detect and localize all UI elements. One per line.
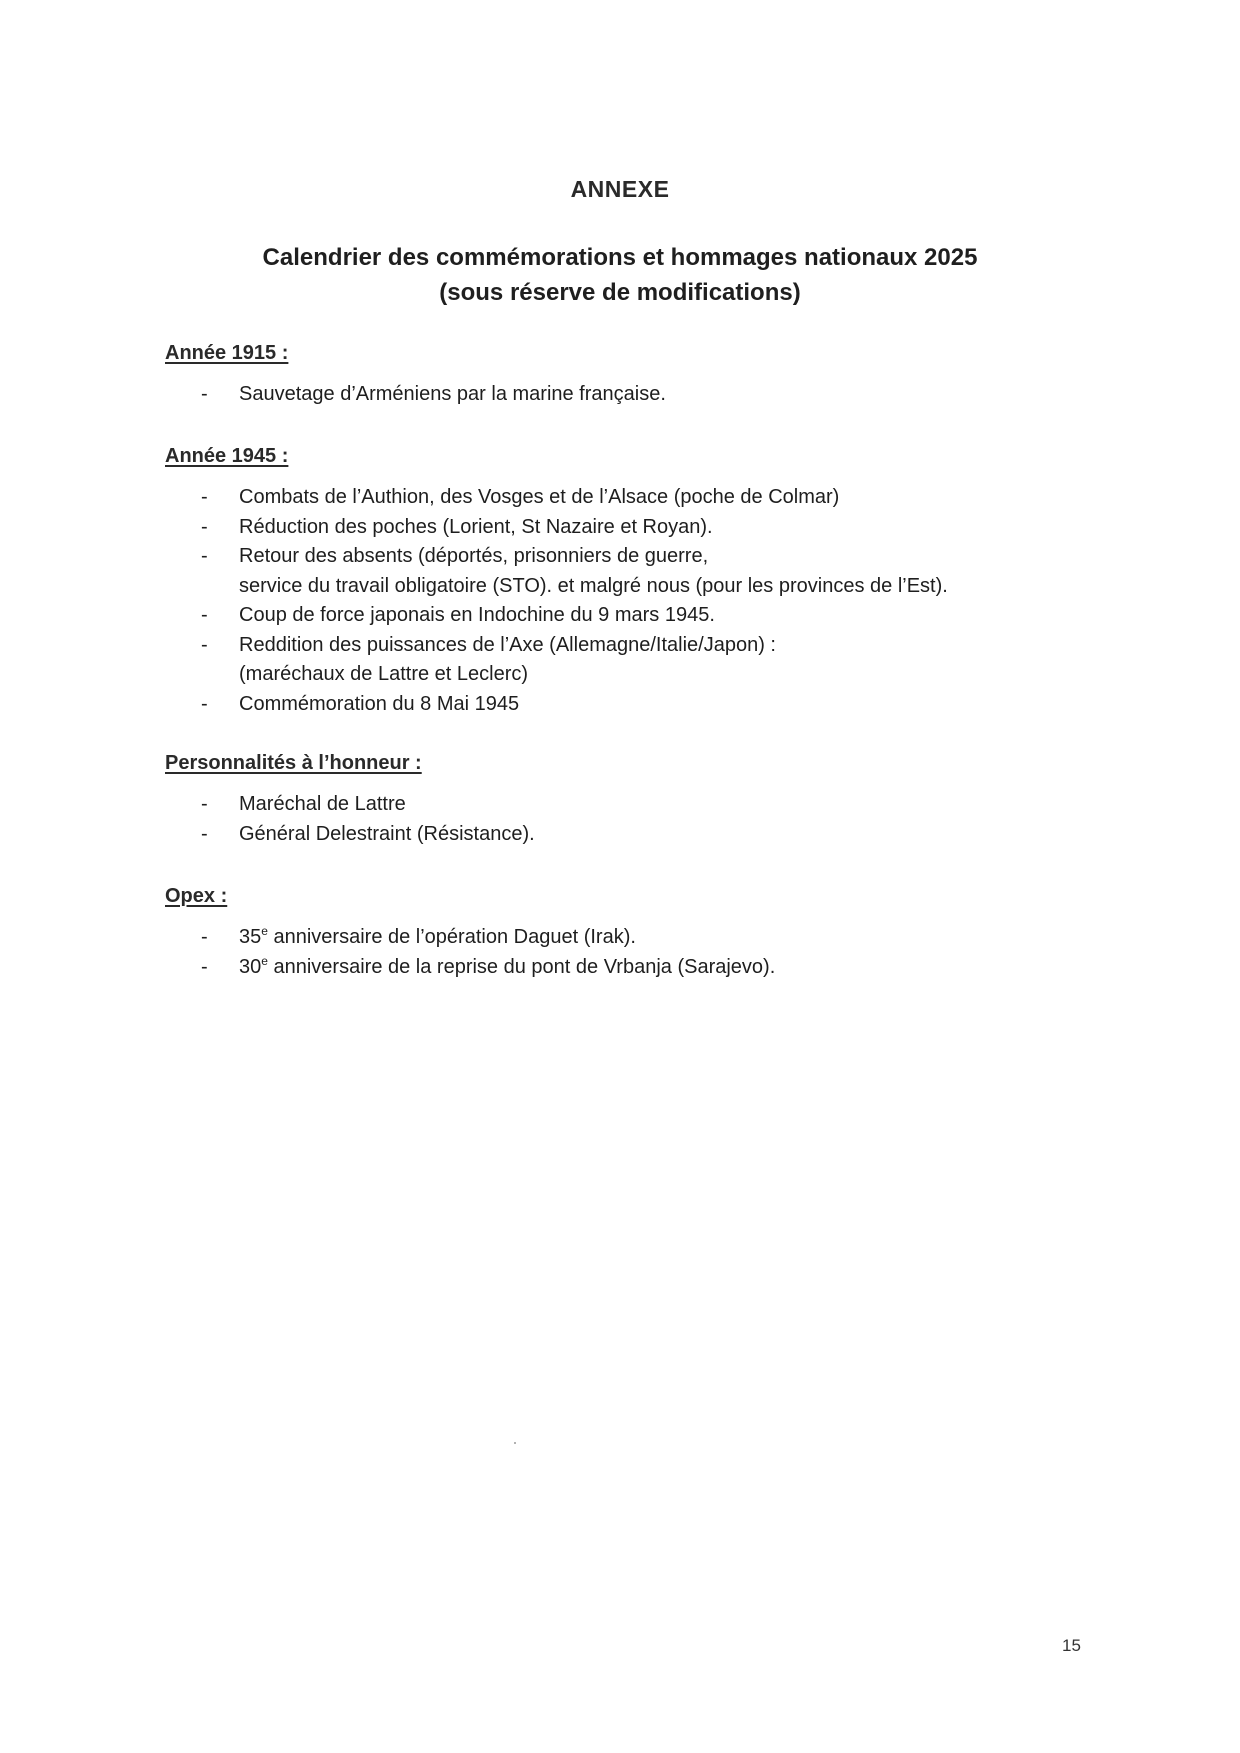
bullet-dash: - — [201, 793, 208, 815]
title-line-2: (sous réserve de modifications) — [439, 279, 801, 306]
item-number: 35 — [239, 926, 262, 948]
item-text: Maréchal de Lattre — [239, 793, 406, 815]
item-list — [165, 483, 1125, 719]
section-heading: Année 1915 : — [165, 342, 289, 364]
item-list — [165, 380, 1125, 410]
item-text: Combats de l’Authion, des Vosges et de l’Alsace (poche de Colmar) — [239, 486, 840, 508]
annexe-title: ANNEXE — [570, 176, 670, 202]
list-item — [165, 513, 1125, 543]
item-text-line-2: service du travail obligatoire (STO). et malgré nous (pour les provinces de l’Est). — [239, 574, 948, 597]
bullet-dash: - — [201, 926, 208, 948]
item-text: Sauvetage d’Arméniens par la marine française. — [239, 383, 666, 405]
item-text-line-1: Retour des absents (déportés, prisonniers de guerre, — [239, 545, 709, 567]
ordinal-suffix: e — [261, 953, 268, 968]
list-item — [165, 601, 1125, 631]
section-heading: Personnalités à l’honneur : — [165, 752, 422, 774]
bullet-dash: - — [201, 633, 208, 656]
document-title — [0, 240, 1240, 310]
bullet-dash: - — [201, 545, 208, 567]
title-line-1: Calendrier des commémorations et hommages nationaux 2025 — [262, 244, 978, 271]
page-number: 15 — [1062, 1636, 1081, 1655]
section-heading: Année 1945 : — [165, 445, 289, 467]
list-item — [165, 690, 1125, 720]
bullet-dash: - — [201, 955, 208, 978]
list-item — [165, 542, 1125, 601]
item-list — [165, 923, 1125, 982]
list-item — [165, 631, 1125, 690]
bullet-dash: - — [201, 486, 208, 508]
item-text: Commémoration du 8 Mai 1945 — [239, 692, 520, 715]
section-heading: Opex : — [165, 885, 228, 907]
item-text-line-1: Reddition des puissances de l’Axe (Allemagne/Italie/Japon) : — [239, 633, 776, 656]
bullet-dash: - — [201, 822, 208, 845]
section-annee-1945 — [165, 443, 1125, 719]
bullet-dash: - — [201, 604, 208, 626]
item-number: 30 — [239, 955, 262, 978]
item-text: anniversaire de l’opération Daguet (Irak). — [267, 926, 636, 948]
item-text: Coup de force japonais en Indochine du 9 mars 1945. — [239, 604, 715, 626]
section-opex — [165, 883, 1125, 982]
item-list — [165, 790, 1125, 849]
item-text-line-2: (maréchaux de Lattre et Leclerc) — [239, 663, 529, 685]
bullet-dash: - — [201, 692, 208, 715]
item-text: Réduction des poches (Lorient, St Nazaire et Royan). — [239, 515, 713, 538]
list-item — [165, 923, 1125, 953]
list-item — [165, 820, 1125, 850]
section-personnalites — [165, 750, 1125, 849]
list-item — [165, 380, 1125, 410]
list-item — [165, 483, 1125, 513]
item-text: Général Delestraint (Résistance). — [239, 822, 535, 845]
list-item — [165, 953, 1125, 983]
bullet-dash: - — [201, 515, 208, 538]
list-item — [165, 790, 1125, 820]
item-text: anniversaire de la reprise du pont de Vrbanja (Sarajevo). — [267, 955, 776, 978]
bullet-dash: - — [201, 383, 208, 405]
ordinal-suffix: e — [261, 924, 268, 938]
section-annee-1915 — [165, 340, 1125, 410]
scan-speck — [514, 1442, 516, 1444]
